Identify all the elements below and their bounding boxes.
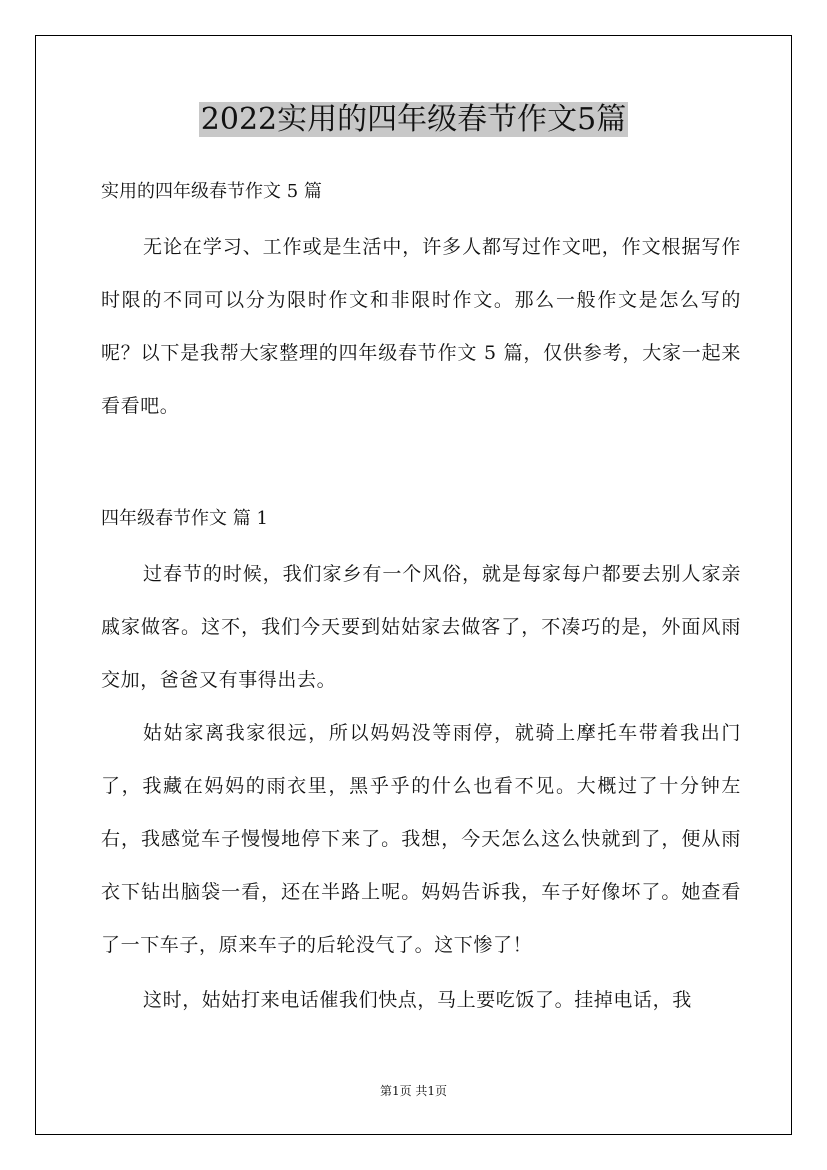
body-paragraph: 这时，姑姑打来电话催我们快点，马上要吃饭了。挂掉电话，我 (143, 989, 692, 1011)
body-paragraph: 姑姑家离我家很远，所以妈妈没等雨停，就骑上摩托车带着我出门了，我藏在妈妈的雨衣里，黑乎乎的什么也看不见。大概过了十分钟左右，我感觉车子慢慢地停下来了。我想，今天怎么这么快就到了，便从雨衣下钻出脑袋一看，还在半路上呢。妈妈告诉我，车子好像坏了。她查看了一下车子，原来车子的后轮没气了。这下惨了！ (101, 722, 741, 956)
document-title: 2022实用的四年级春节作文5篇 (200, 102, 627, 137)
document-title-container (0, 100, 827, 140)
section-heading: 四年级春节作文 篇 1 (101, 508, 268, 529)
document-subtitle: 实用的四年级春节作文 5 篇 (101, 181, 322, 202)
intro-paragraph: 无论在学习、工作或是生活中，许多人都写过作文吧，作文根据写作时限的不同可以分为限时作文和非限时作文。那么一般作文是怎么写的呢？以下是我帮大家整理的四年级春节作文 5 篇，仅供参考，大家一起来看看吧。 (101, 236, 741, 417)
body-paragraph: 过春节的时候，我们家乡有一个风俗，就是每家每户都要去别人家亲戚家做客。这不，我们今天要到姑姑家去做客了，不凑巧的是，外面风雨交加，爸爸又有事得出去。 (101, 563, 741, 691)
page-footer: 第1页 共1页 (379, 1084, 448, 1098)
